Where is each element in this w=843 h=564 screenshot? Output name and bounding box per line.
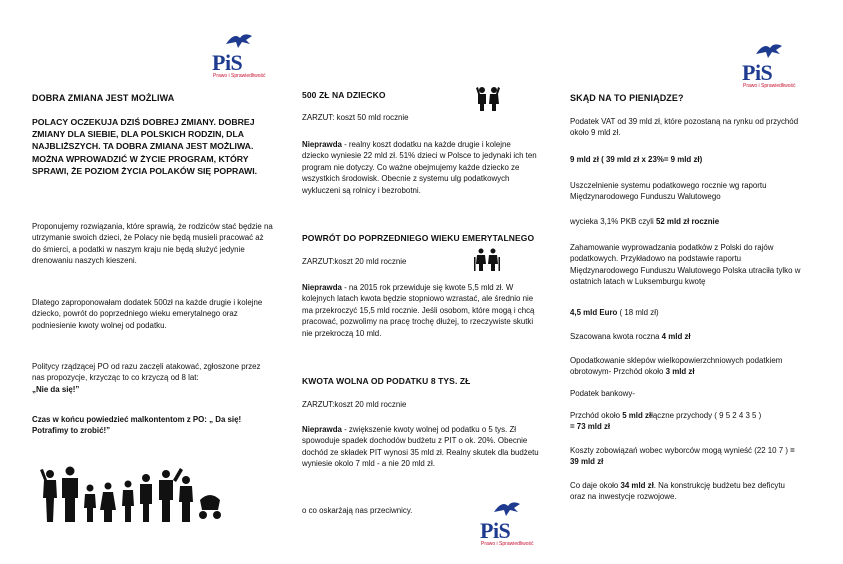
heading-500zl: 500 ZŁ NA DZIECKO — [302, 90, 386, 100]
elderly-icon — [474, 248, 500, 272]
heading-retirement: POWRÓT DO POPRZEDNIEGO WIEKU EMERYTALNEGO — [302, 233, 535, 243]
logo-tagline: Prawo i Sprawiedliwość — [481, 541, 534, 547]
lead-text: POLACY OCZEKUJA DZIŚ DOBREJ ZMIANY. DOBREJ ZMIANY DLA SIEBIE, DLA POLSKICH RODZIN, DLA NAJBLIŻSZYCH. TA DOBRA ZMIANA JEST MOŻLIWA. MOŻNA WPROWADZIĆ W ŻYCIE PROGRAM, KTÓRY SPRAWI, ŻE POZIOM ŻYCIA POLAKÓW SIĘ POPRAWI. — [32, 117, 258, 176]
family-icon — [40, 466, 225, 524]
item-result: Co daje około 34 mld zł. Na konstrukcję budżetu bez deficytu oraz na inwestycje rozwojowe. — [570, 481, 785, 502]
logo-tagline: Prawo i Sprawiedliwość — [743, 83, 796, 89]
item-bank-tax: Podatek bankowy- — [570, 389, 635, 398]
claim-1: ZARZUT: koszt 50 mld rocznie — [302, 113, 409, 122]
paragraph-2: Dlatego zaproponowałam dodatek 500zł na każde drugie i kolejne dziecko, powrót do poprzedniego wieku emerytalnego oraz podniesienie kwoty wolnej od podatku. — [32, 298, 263, 330]
rebuttal-3: Nieprawda - zwiększenie kwoty wolnej od podatku o 5 tys. Zł spowoduje spadek dochodów budżetu z PIT o ok. 20%. Obecnie dochód ze składek PIT wynosi 35 mld zł. Realny skutek dla budżetu wyniesie okolo 7 mld - a nie 20 mld zł. — [302, 425, 539, 469]
rebuttal-1: Nieprawda - realny koszt dodatku na każde drugie i kolejne dziecko wyniesie 22 mld zł. 51% dzieci w Polsce to jedynaki ich ten program nie dotyczy. Co ważne obejmujemy każde dziecko ze wszystkich środowisk. Obecnie z systemu ulg podatkowych wykluczeni są rolnicy i bezrobotni. — [302, 140, 537, 195]
section-title: SKĄD NA TO PIENIĄDZE? — [570, 93, 684, 103]
item-annual: Szacowana kwota roczna 4 mld zł — [570, 332, 691, 341]
item-tax-seal: Uszczelnienie systemu podatkowego rocznie wg raportu Międzynarodowego Funduszu Walutowego — [570, 181, 767, 202]
eagle-icon — [492, 498, 522, 518]
paragraph-3: Politycy rządzącej PO od razu zaczęli atakować, zgłoszone przez nas propozycje, krzycząc to co krzyczą od 8 lat: — [32, 362, 261, 383]
eagle-icon — [224, 30, 254, 50]
logo-brand: PiS — [480, 518, 511, 543]
item-bank-income: Przchód około 5 mld złłączne przychody ( 9 5 2 4 3 5 ) = 73 mld zł — [570, 411, 762, 432]
item-vat-calc: 9 mld zł ( 39 mld zł x 23%= 9 mld zł) — [570, 155, 703, 164]
paragraph-3-quote: „Nie da się!” — [32, 385, 80, 394]
claim-2: ZARZUT:koszt 20 mld rocznie — [302, 257, 407, 266]
section-title: DOBRA ZMIANA JEST MOŻLIWA — [32, 93, 175, 103]
logo-tagline: Prawo i Sprawiedliwość — [213, 73, 266, 79]
claim-3: ZARZUT:koszt 20 mld rocznie — [302, 400, 407, 409]
pis-logo — [210, 30, 270, 86]
paragraph-4: Czas w końcu powiedzieć malkontentom z PO: „ Da się! Potrafimy to zrobić!” — [32, 415, 242, 436]
rebuttal-2: Nieprawda - na 2015 rok przewiduje się kwote 5,5 mld zł. W kolejnych latach kwota będzie stopniowo wzrastać, ale średnio nie ma przekroczyć 15,5 mld rocznie. Jeśli osobom, które mogą i chcą pracować, pozwolimy na pracę trochę dłużej, to rzeczywiste skutki nie przekroczą 10 mld. — [302, 283, 535, 338]
pis-logo-right — [740, 40, 800, 96]
logo-brand: PiS — [742, 60, 773, 85]
heading-tax-free: KWOTA WOLNA OD PODATKU 8 TYS. ZŁ — [302, 376, 471, 386]
item-pkb: wycieka 3,1% PKB czyli 52 mld zł rocznie — [570, 217, 720, 226]
item-vat: Podatek VAT od 39 mld zł, które pozostaną na rynku od przychód około 9 mld zł. — [570, 117, 799, 138]
item-tax-havens: Zahamowanie wyprowadzania podatków z Polski do rajów podatkowych. Przykładowo na podstawie raportu Międzynarodowego Funduszu Walutowego Polska utraciła tylko w ostatnich latach w Luksemburgu kwotę — [570, 243, 801, 287]
item-retail-tax: Opodatkowanie sklepów wielkopowierzchniowych podatkiem obrotowym- Przchód około 3 mld zł — [570, 356, 783, 377]
closing-text: o co oskarżają nas przeciwnicy. — [302, 506, 413, 515]
children-icon — [476, 86, 500, 112]
eagle-icon — [754, 40, 784, 60]
logo-brand: PiS — [212, 50, 243, 75]
pis-logo-bottom — [478, 498, 538, 554]
paragraph-1: Proponujemy rozwiązania, które sprawią, że rodziców stać będzie na utrzymanie swoich dzieci, że Polacy nie będą musieli pracować aż do śmierci, a podatki w naszym kraju nie będą służyć jedynie drenowaniu naszych kieszeni. — [32, 222, 273, 266]
item-costs: Koszty zobowiązań wobec wyborców mogą wynieść (22 10 7 ) = 39 mld zł — [570, 446, 795, 467]
